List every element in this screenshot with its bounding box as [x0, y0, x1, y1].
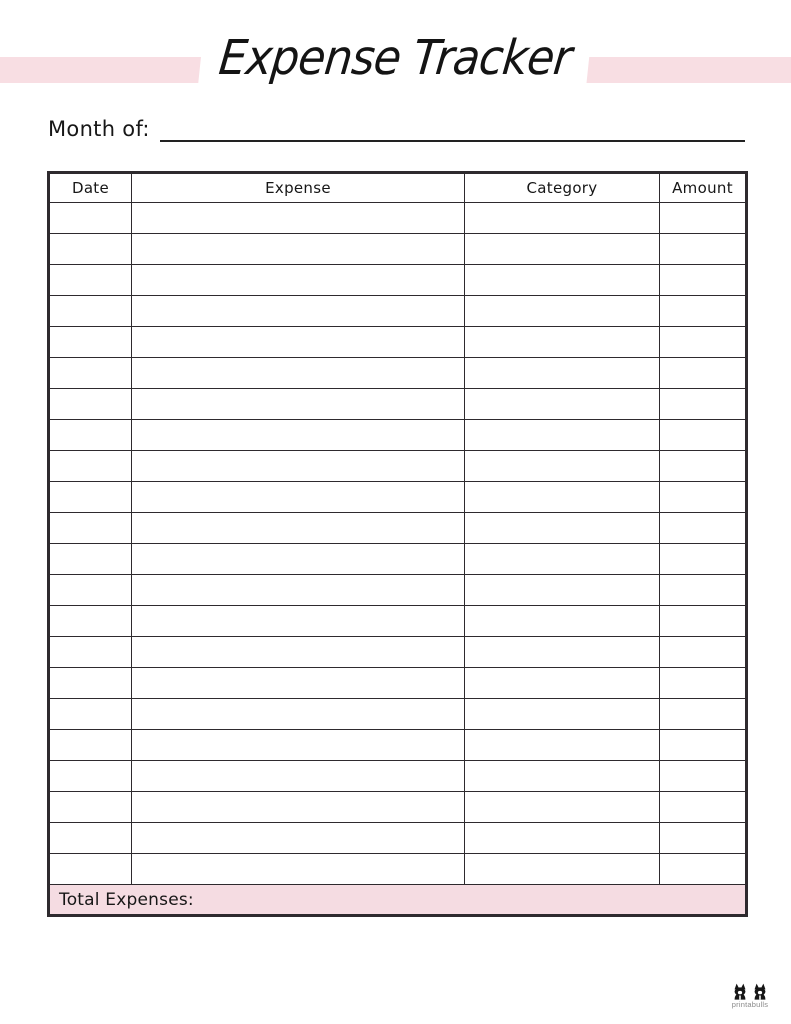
cell-amount[interactable] — [660, 575, 747, 606]
printabulls-logo-text: printabulls — [731, 1000, 769, 1009]
cell-expense[interactable] — [132, 823, 465, 854]
cell-expense[interactable] — [132, 854, 465, 885]
cell-category[interactable] — [465, 327, 660, 358]
cell-expense[interactable] — [132, 544, 465, 575]
page-title: Expense Tracker — [196, 10, 594, 106]
cell-category[interactable] — [465, 606, 660, 637]
cell-category[interactable] — [465, 451, 660, 482]
table-row — [49, 699, 747, 730]
cell-date[interactable] — [49, 761, 132, 792]
expense-table-wrap — [47, 171, 745, 917]
cell-expense[interactable] — [132, 234, 465, 265]
cell-amount[interactable] — [660, 544, 747, 575]
expense-table — [47, 171, 748, 917]
cell-amount[interactable] — [660, 482, 747, 513]
table-row — [49, 296, 747, 327]
cell-expense[interactable] — [132, 730, 465, 761]
cell-amount[interactable] — [660, 296, 747, 327]
cell-amount[interactable] — [660, 637, 747, 668]
cell-category[interactable] — [465, 544, 660, 575]
cell-date[interactable] — [49, 792, 132, 823]
cell-category[interactable] — [465, 389, 660, 420]
cell-amount[interactable] — [660, 513, 747, 544]
cell-category[interactable] — [465, 482, 660, 513]
cell-date[interactable] — [49, 606, 132, 637]
cell-date[interactable] — [49, 420, 132, 451]
cell-date[interactable] — [49, 234, 132, 265]
table-row — [49, 420, 747, 451]
table-row — [49, 761, 747, 792]
table-row — [49, 265, 747, 296]
cell-expense[interactable] — [132, 513, 465, 544]
cell-amount[interactable] — [660, 265, 747, 296]
cell-category[interactable] — [465, 420, 660, 451]
cell-category[interactable] — [465, 854, 660, 885]
cell-date[interactable] — [49, 296, 132, 327]
cell-amount[interactable] — [660, 358, 747, 389]
header-row — [49, 173, 747, 203]
cell-expense[interactable] — [132, 699, 465, 730]
cell-category[interactable] — [465, 823, 660, 854]
month-label: Month of: — [48, 117, 150, 141]
cell-date[interactable] — [49, 699, 132, 730]
table-row — [49, 575, 747, 606]
cell-expense[interactable] — [132, 296, 465, 327]
cell-date[interactable] — [49, 389, 132, 420]
cell-expense[interactable] — [132, 327, 465, 358]
cell-amount[interactable] — [660, 761, 747, 792]
cell-category[interactable] — [465, 730, 660, 761]
cell-date[interactable] — [49, 265, 132, 296]
cell-category[interactable] — [465, 668, 660, 699]
cell-date[interactable] — [49, 203, 132, 234]
table-row — [49, 792, 747, 823]
table-row — [49, 451, 747, 482]
cell-date[interactable] — [49, 327, 132, 358]
cell-date[interactable] — [49, 544, 132, 575]
table-row — [49, 854, 747, 885]
cell-date[interactable] — [49, 358, 132, 389]
cell-category[interactable] — [465, 265, 660, 296]
cell-amount[interactable] — [660, 823, 747, 854]
cell-amount[interactable] — [660, 699, 747, 730]
cell-category[interactable] — [465, 296, 660, 327]
cell-amount[interactable] — [660, 420, 747, 451]
table-row — [49, 513, 747, 544]
total-cell[interactable] — [49, 885, 747, 916]
page-header — [0, 10, 791, 106]
cell-amount[interactable] — [660, 234, 747, 265]
cell-amount[interactable] — [660, 606, 747, 637]
cell-category[interactable] — [465, 575, 660, 606]
cell-date[interactable] — [49, 513, 132, 544]
printabulls-logo — [729, 983, 771, 1009]
cell-expense[interactable] — [132, 265, 465, 296]
cell-date[interactable] — [49, 637, 132, 668]
month-row — [48, 116, 745, 142]
cell-category[interactable] — [465, 513, 660, 544]
cell-amount[interactable] — [660, 730, 747, 761]
table-row — [49, 482, 747, 513]
cell-expense[interactable] — [132, 451, 465, 482]
table-row — [49, 823, 747, 854]
column-header-category: Category — [465, 173, 660, 203]
cell-expense[interactable] — [132, 482, 465, 513]
table-row — [49, 730, 747, 761]
cell-category[interactable] — [465, 234, 660, 265]
cell-expense[interactable] — [132, 606, 465, 637]
cell-amount[interactable] — [660, 792, 747, 823]
total-expenses-label: Total Expenses: — [59, 889, 194, 910]
cell-amount[interactable] — [660, 327, 747, 358]
cell-expense[interactable] — [132, 420, 465, 451]
cell-date[interactable] — [49, 854, 132, 885]
column-header-date: Date — [49, 173, 132, 203]
column-header-expense: Expense — [132, 173, 465, 203]
table-row — [49, 358, 747, 389]
cell-date[interactable] — [49, 575, 132, 606]
cell-date[interactable] — [49, 668, 132, 699]
month-input[interactable] — [160, 116, 745, 142]
cell-expense[interactable] — [132, 668, 465, 699]
cell-amount[interactable] — [660, 668, 747, 699]
bulldogs-icon — [733, 983, 767, 1000]
cell-amount[interactable] — [660, 203, 747, 234]
table-row — [49, 544, 747, 575]
cell-date[interactable] — [49, 482, 132, 513]
cell-category[interactable] — [465, 761, 660, 792]
table-row — [49, 637, 747, 668]
cell-category[interactable] — [465, 637, 660, 668]
column-header-amount: Amount — [660, 173, 747, 203]
cell-date[interactable] — [49, 823, 132, 854]
cell-amount[interactable] — [660, 451, 747, 482]
expense-table-body — [49, 203, 747, 885]
cell-expense[interactable] — [132, 575, 465, 606]
cell-category[interactable] — [465, 203, 660, 234]
cell-amount[interactable] — [660, 389, 747, 420]
cell-category[interactable] — [465, 358, 660, 389]
table-row — [49, 606, 747, 637]
cell-category[interactable] — [465, 792, 660, 823]
expense-table-footer — [49, 885, 747, 916]
cell-expense[interactable] — [132, 761, 465, 792]
cell-expense[interactable] — [132, 203, 465, 234]
expense-table-header — [49, 173, 747, 203]
cell-expense[interactable] — [132, 358, 465, 389]
table-row — [49, 203, 747, 234]
cell-category[interactable] — [465, 699, 660, 730]
cell-expense[interactable] — [132, 637, 465, 668]
total-row — [49, 885, 747, 916]
table-row — [49, 234, 747, 265]
table-row — [49, 389, 747, 420]
table-row — [49, 327, 747, 358]
cell-date[interactable] — [49, 451, 132, 482]
table-row — [49, 668, 747, 699]
cell-expense[interactable] — [132, 389, 465, 420]
cell-expense[interactable] — [132, 792, 465, 823]
cell-date[interactable] — [49, 730, 132, 761]
cell-amount[interactable] — [660, 854, 747, 885]
